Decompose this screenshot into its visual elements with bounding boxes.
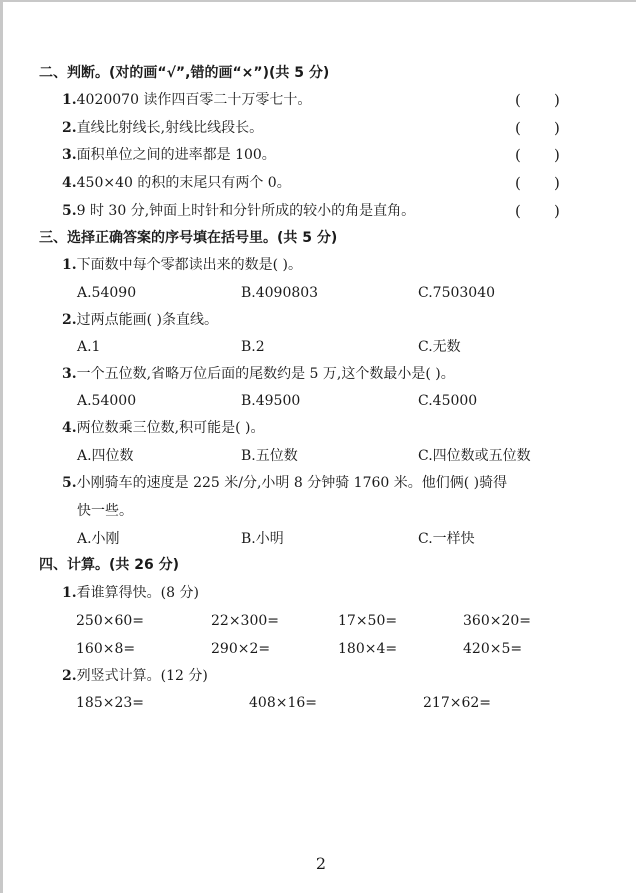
question-number: 3. <box>62 366 77 382</box>
option-a: A.小刚 <box>77 531 120 547</box>
item-text: 4020070 读作四百零二十万零七十。 <box>76 92 312 108</box>
part-number: 1. <box>62 585 77 601</box>
judgment-item-3 <box>62 146 276 164</box>
option-b: B.小明 <box>241 531 284 547</box>
answer-paren-close: ) <box>554 174 560 192</box>
option-b: B.2 <box>241 339 265 355</box>
judgment-item-2 <box>62 119 263 137</box>
section3-heading: 三、选择正确答案的序号填在括号里。(共 5 分) <box>39 230 338 246</box>
item-number: 5. <box>62 203 77 219</box>
answer-paren-open: ( <box>515 146 521 164</box>
answer-paren-close: ) <box>554 146 560 164</box>
option-c: C.45000 <box>418 393 478 409</box>
part-title: 列竖式计算。(12 分) <box>76 668 208 684</box>
answer-paren-open: ( <box>515 202 521 220</box>
part-number: 2. <box>62 668 77 684</box>
vertical-calc-item: 185×23= <box>76 695 144 711</box>
mental-calc-item: 360×20= <box>463 613 531 629</box>
option-a: A.1 <box>77 339 101 355</box>
mental-calc-item: 17×50= <box>338 613 398 629</box>
section4-heading: 四、计算。(共 26 分) <box>39 557 180 573</box>
item-text: 面积单位之间的进率都是 100。 <box>76 147 276 163</box>
question-text: 两位数乘三位数,积可能是( )。 <box>76 420 265 436</box>
answer-paren-open: ( <box>515 119 521 137</box>
answer-paren-close: ) <box>554 119 560 137</box>
judgment-item-4 <box>62 174 291 192</box>
judgment-item-1 <box>62 91 311 109</box>
answer-paren-close: ) <box>554 91 560 109</box>
vertical-calc-item: 217×62= <box>423 695 491 711</box>
item-number: 4. <box>62 175 77 191</box>
choice-question-4 <box>62 419 264 437</box>
item-number: 1. <box>62 92 77 108</box>
option-a: A.54000 <box>77 393 137 409</box>
answer-paren-open: ( <box>515 91 521 109</box>
option-a: A.四位数 <box>77 448 134 464</box>
option-b: B.49500 <box>241 393 301 409</box>
part-title: 看谁算得快。(8 分) <box>76 585 199 601</box>
question-text-continued: 快一些。 <box>77 503 133 519</box>
vertical-calc-item: 408×16= <box>249 695 317 711</box>
option-b: B.五位数 <box>241 448 298 464</box>
item-number: 3. <box>62 147 77 163</box>
option-c: C.7503040 <box>418 285 496 301</box>
page-number: 2 <box>315 854 327 873</box>
choice-question-2 <box>62 311 218 329</box>
option-b: B.4090803 <box>241 285 319 301</box>
choice-question-5 <box>62 474 507 492</box>
mental-calc-item: 180×4= <box>338 641 398 657</box>
question-number: 1. <box>62 257 77 273</box>
item-text: 9 时 30 分,钟面上时针和分针所成的较小的角是直角。 <box>76 203 416 219</box>
option-a: A.54090 <box>77 285 137 301</box>
calc-part1-title <box>62 584 199 602</box>
choice-question-3 <box>62 365 455 383</box>
question-number: 5. <box>62 475 77 491</box>
question-text: 下面数中每个零都读出来的数是( )。 <box>76 257 302 273</box>
item-text: 450×40 的积的末尾只有两个 0。 <box>76 175 291 191</box>
choice-question-1 <box>62 256 302 274</box>
question-number: 2. <box>62 312 77 328</box>
mental-calc-item: 420×5= <box>463 641 523 657</box>
judgment-item-5 <box>62 202 415 220</box>
item-number: 2. <box>62 120 77 136</box>
calc-part2-title <box>62 667 208 685</box>
question-number: 4. <box>62 420 77 436</box>
option-c: C.四位数或五位数 <box>418 448 531 464</box>
mental-calc-item: 290×2= <box>211 641 271 657</box>
item-text: 直线比射线长,射线比线段长。 <box>76 120 264 136</box>
mental-calc-item: 160×8= <box>76 641 136 657</box>
answer-paren-open: ( <box>515 174 521 192</box>
question-text: 一个五位数,省略万位后面的尾数约是 5 万,这个数最小是( )。 <box>76 366 455 382</box>
mental-calc-item: 22×300= <box>211 613 279 629</box>
question-text: 过两点能画( )条直线。 <box>76 312 218 328</box>
answer-paren-close: ) <box>554 202 560 220</box>
option-c: C.无数 <box>418 339 461 355</box>
option-c: C.一样快 <box>418 531 475 547</box>
section2-heading: 二、判断。(对的画“√”,错的画“×”)(共 5 分) <box>39 65 330 81</box>
mental-calc-item: 250×60= <box>76 613 144 629</box>
question-text: 小刚骑车的速度是 225 米/分,小明 8 分钟骑 1760 米。他们俩( )骑得 <box>76 475 508 491</box>
